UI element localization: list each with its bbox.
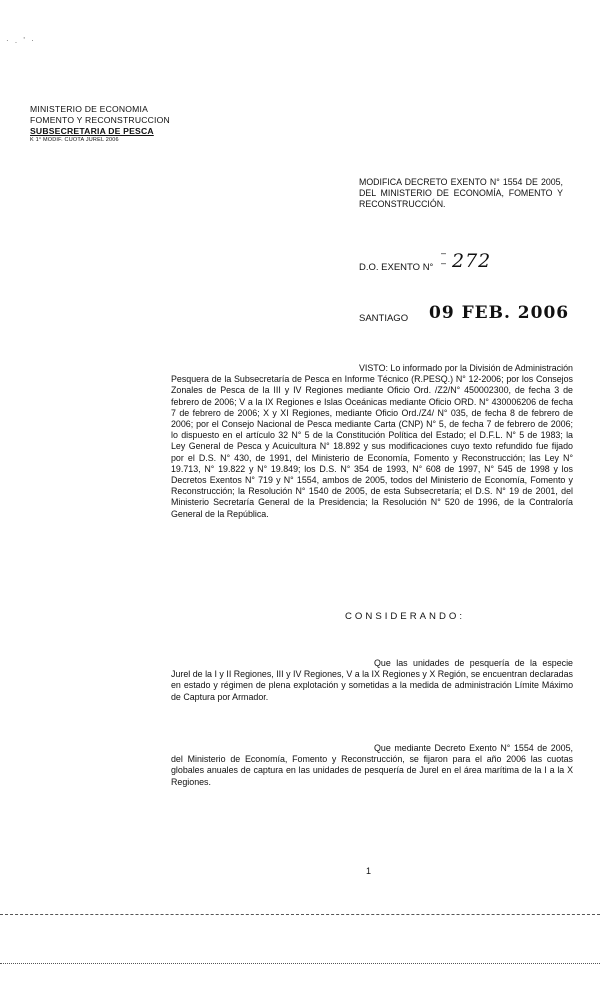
place-date-line [359, 303, 570, 324]
ministry-name-2: FOMENTO Y RECONSTRUCCION [30, 115, 170, 125]
decree-subject: MODIFICA DECRETO EXENTO N° 1554 DE 2005, DEL MINISTERIO DE ECONOMÍA, FOMENTO Y RECONSTRUCCIÓN. [359, 177, 563, 209]
page-number: 1 [366, 866, 372, 876]
reference-code: K 1° MODIF. CUOTA JUREL 2006 [30, 137, 119, 143]
considerando-paragraph-2: Que mediante Decreto Exento N° 1554 de 2005, del Ministerio de Economía, Fomento y Reconstrucción, se fijaron para el año 2006 las cuotas globales anuales de captura en las unidades de pesquería de Jurel en el área marítima de la I a la X Regiones. [171, 743, 573, 787]
visto-paragraph: VISTO: Lo informado por la División de Administración Pesquera de la Subsecretaría de Pesca en Informe Técnico (R.PESQ.) N° 12-2006; por los Consejos Zonales de Pesca de la III y IV Regiones mediante Oficio Ord. /Z2/N° 450002300, de fecha 3 de febrero de 2006; V a la IX Regiones e Islas Oceánicas mediante Oficio ORD. N° 430006206 de fecha 7 de febrero de 2006; X y XI Regiones, mediante Oficio Ord./Z4/ N° 035, de fecha 8 de febrero de 2006; por el Consejo Nacional de Pesca mediante Carta (CNP) N° 5, de fecha 7 de febrero de 2006; lo dispuesto en el artículo 32 N° 5 de la Constitución Política del Estado; el D.F.L. N° 5 de 1983; la Ley General de Pesca y Acuicultura N° 18.892 y sus modificaciones cuyo texto refundido fue fijado por el D.S. N° 430, de 1991, del Ministerio de Economía, Fomento y Reconstrucción; las Ley N° 19.713, N° 19.822 y N° 19.849; los D.S. N° 354 de 1993, N° 608 de 1997, N° 545 de 1998 y los Decretos Exentos N° 719 y N° 1554, ambos de 2005, todos del Ministerio de Economía, Fomento y Reconstrucción; la Resolución N° 1540 de 2005, de esta Subsecretaría; el D.S. N° 19 de 2001, del Ministerio Secretaría General de la Presidencia; la Resolución N° 520 de 1996, de la Contraloría General de la República. [171, 363, 573, 519]
considerando-heading: CONSIDERANDO: [345, 611, 466, 622]
scan-edge-line [0, 914, 600, 915]
ministry-header [30, 104, 170, 144]
city-label: SANTIAGO [359, 313, 409, 324]
decree-number-line [359, 248, 492, 273]
ministry-name: MINISTERIO DE ECONOMIA [30, 104, 149, 114]
scan-edge-line-2 [0, 963, 600, 964]
decree-label: D.O. EXENTO N° [359, 262, 434, 273]
dash-mark: – – [441, 248, 447, 268]
considerando-paragraph-1: Que las unidades de pesquería de la especie Jurel de la I y II Regiones, III y IV Regiones, V a la IX Regiones y X Región, se encuentran declaradas en estado y régimen de plena explotación y sometidas a la medida de administración Límite Máximo de Captura por Armador. [171, 658, 573, 702]
subsecretaria-name: SUBSECRETARIA DE PESCA [30, 126, 154, 136]
scan-marks: · . ' · [6, 36, 36, 45]
decree-number: 272 [452, 250, 492, 272]
date-stamp: 09 FEB. 2006 [429, 303, 570, 323]
